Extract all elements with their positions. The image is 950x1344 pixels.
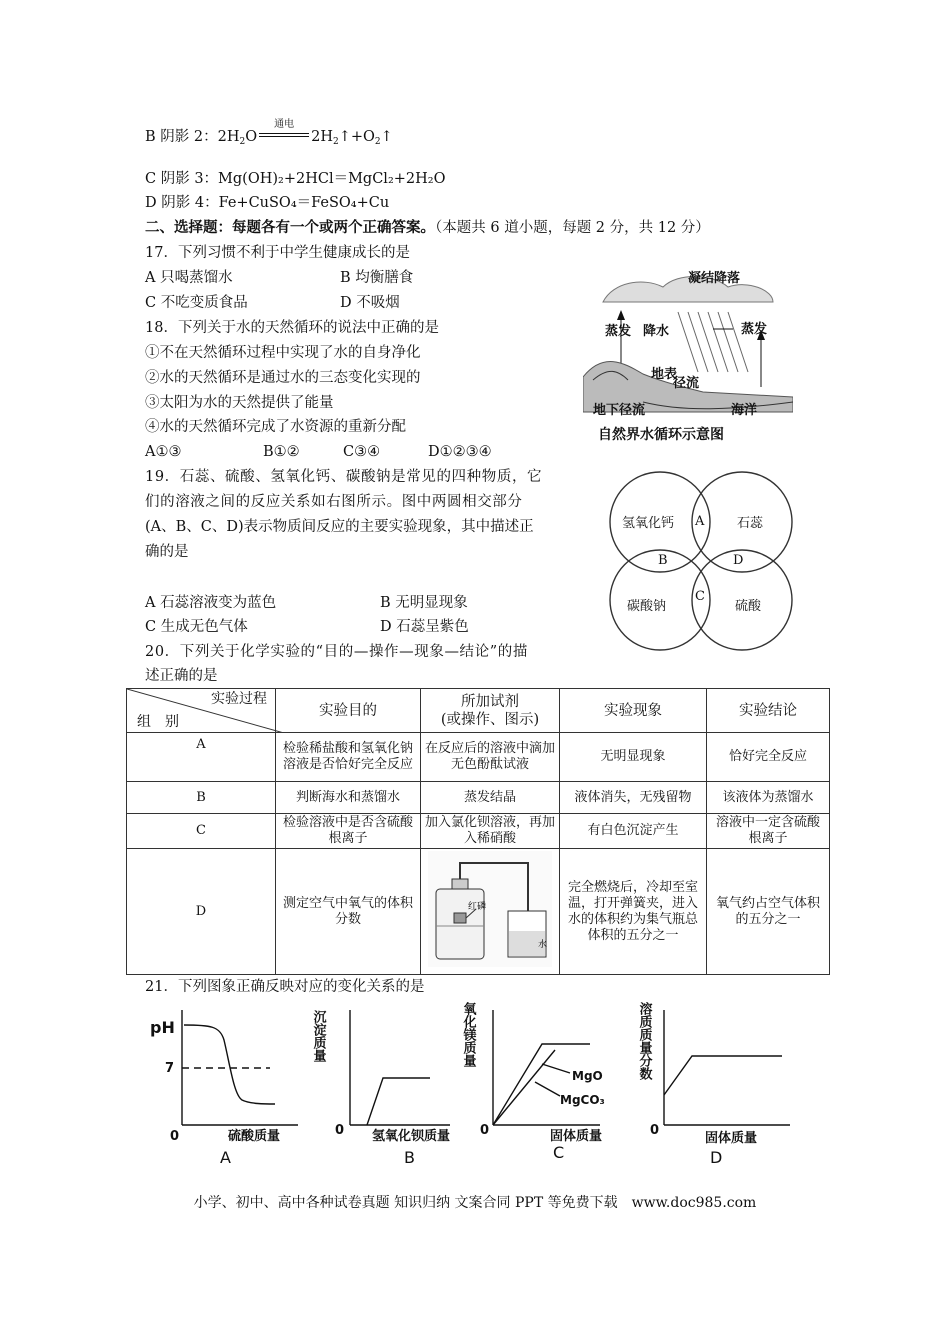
label-surface: 地表 <box>651 367 678 382</box>
page-footer: 小学、初中、高中各种试卷真题 知识归纳 文案合同 PPT 等免费下载 www.doc985.com <box>193 1195 757 1211</box>
venn-circle-sodium-carbonate: 碳酸钠 <box>627 599 667 614</box>
option-c-shadow: C 阴影 3：Mg(OH)₂+2HCl＝MgCl₂+2H₂O <box>145 171 446 187</box>
row-group: D <box>127 849 276 975</box>
venn-region-a: A <box>695 514 705 529</box>
graph-b-letter: B <box>404 1148 415 1167</box>
corner-bottom-label: 组 别 <box>137 714 179 730</box>
apparatus-label-water: 水 <box>538 940 548 950</box>
q18-option-c: C③④ <box>343 444 381 460</box>
label-rain: 降水 <box>643 324 670 339</box>
graph-d-y-label: 溶质质量分数 <box>636 1002 652 1080</box>
graph-a-letter: A <box>220 1148 231 1167</box>
table-row <box>127 814 830 849</box>
venn-circle-calcium-hydroxide: 氢氧化钙 <box>622 516 675 531</box>
q18-statement-2: ②水的天然循环是通过水的三态变化实现的 <box>145 370 421 386</box>
header-conclusion: 实验结论 <box>707 689 830 733</box>
row-observation: 完全燃烧后，冷却至室温，打开弹簧夹，进入水的体积约为集气瓶总体积的五分之一 <box>560 849 707 975</box>
q18-statement-1: ①不在天然循环过程中实现了水的自身净化 <box>145 345 421 361</box>
label-underground: 地下径流 <box>593 403 646 418</box>
apparatus-label-phosphorus: 红磷 <box>468 902 487 912</box>
b-text: B 阴影 2：2H <box>145 129 240 145</box>
q18-stem: 18．下列关于水的天然循环的说法中正确的是 <box>145 320 439 336</box>
graph-a-x-label: 硫酸质量 <box>228 1129 281 1144</box>
venn-region-b: B <box>658 553 668 568</box>
q20-line-1: 20．下列关于化学实验的“目的—操作—现象—结论”的描 <box>145 644 528 660</box>
header-observation: 实验现象 <box>560 689 707 733</box>
table-row <box>127 849 830 975</box>
row-group: C <box>127 814 276 849</box>
q17-option-b: B 均衡膳食 <box>340 270 414 286</box>
header-reagent <box>421 689 560 733</box>
row-group: B <box>127 782 276 814</box>
row-operation: 加入氯化钡溶液，再加入稀硝酸 <box>421 814 560 849</box>
q19-option-a: A 石蕊溶液变为蓝色 <box>145 595 277 611</box>
graph-c-y-label: 氧化镁质量 <box>460 1002 476 1067</box>
row-observation: 无明显现象 <box>560 733 707 782</box>
graph-b-x-label: 氢氧化钡质量 <box>372 1129 451 1144</box>
venn-region-d: D <box>733 553 744 568</box>
q18-statement-3: ③太阳为水的天然提供了能量 <box>145 395 334 411</box>
row-purpose: 检验稀盐酸和氢氧化钠溶液是否恰好完全反应 <box>276 733 421 782</box>
graph-a-y-label: pH <box>150 1018 175 1037</box>
q17-option-a: A 只喝蒸馏水 <box>145 270 233 286</box>
q17-option-d: D 不吸烟 <box>340 295 400 311</box>
q19-line-4: 确的是 <box>145 544 189 560</box>
graph-c-x-label: 固体质量 <box>550 1129 603 1144</box>
row-observation: 有白色沉淀产生 <box>560 814 707 849</box>
condition-label: 通电 <box>274 119 295 130</box>
option-b-shadow: B 阴影 2：$2H_2O$ 通电 $2H_2↑+O_2↑$ <box>145 127 393 152</box>
row-operation-apparatus <box>421 849 560 975</box>
q18-option-a: A①③ <box>145 444 182 460</box>
venn-circle-sulfuric-acid: 硫酸 <box>735 599 762 614</box>
row-conclusion: 恰好完全反应 <box>707 733 830 782</box>
label-runoff: 径流 <box>673 376 700 391</box>
graph-c-letter: C <box>553 1143 565 1162</box>
graph-a-seven: 7 <box>165 1061 175 1076</box>
graph-a-zero: 0 <box>170 1129 180 1144</box>
water-cycle-diagram <box>583 262 793 447</box>
graph-d-letter: D <box>710 1148 723 1167</box>
table-row <box>127 733 830 782</box>
q18-option-b: B①② <box>263 444 300 460</box>
q19-line-1: 19．石蕊、硫酸、氢氧化钙、碳酸钠是常见的四种物质，它 <box>145 469 543 485</box>
graph-c-zero: 0 <box>480 1123 490 1138</box>
experiment-table <box>126 688 830 975</box>
row-conclusion: 溶液中一定含硫酸根离子 <box>707 814 830 849</box>
graph-c-mgo: MgO <box>572 1069 603 1083</box>
q19-option-d: D 石蕊呈紫色 <box>380 619 469 635</box>
option-d-shadow: D 阴影 4：Fe+CuSO₄＝FeSO₄+Cu <box>145 195 390 211</box>
q17-option-c: C 不吃变质食品 <box>145 295 248 311</box>
corner-top-label: 实验过程 <box>211 691 267 707</box>
q19-line-3: (A、B、C、D)表示物质间反应的主要实验现象，其中描述正 <box>145 519 534 535</box>
q18-statement-4: ④水的天然循环完成了水资源的重新分配 <box>145 419 406 435</box>
header-reagent-line2: (或操作、图示) <box>440 711 540 728</box>
table-row <box>127 782 830 814</box>
row-purpose: 检验溶液中是否含硫酸根离子 <box>276 814 421 849</box>
q19-option-b: B 无明显现象 <box>380 595 468 611</box>
label-ocean: 海洋 <box>731 403 758 418</box>
apparatus-diagram <box>428 851 552 967</box>
graph-c-mgco3: MgCO₃ <box>560 1093 605 1107</box>
row-conclusion: 该液体为蒸馏水 <box>707 782 830 814</box>
section-heading-rest: （本题共 6 道小题，每题 2 分，共 12 分） <box>435 220 710 236</box>
row-conclusion: 氧气约占空气体积的五分之一 <box>707 849 830 975</box>
label-condense: 凝结降落 <box>688 271 741 286</box>
graph-d-x-label: 固体质量 <box>705 1131 758 1146</box>
water-cycle-caption: 自然界水循环示意图 <box>598 427 724 443</box>
q17-stem: 17．下列习惯不利于中学生健康成长的是 <box>145 245 410 261</box>
row-purpose: 测定空气中氧气的体积分数 <box>276 849 421 975</box>
q20-line-2: 述正确的是 <box>145 668 218 684</box>
table-corner-cell <box>127 689 276 733</box>
q18-option-d: D①②③④ <box>428 444 492 460</box>
row-observation: 液体消失，无残留物 <box>560 782 707 814</box>
section-heading <box>145 218 710 238</box>
graph-b-zero: 0 <box>335 1123 345 1138</box>
row-purpose: 判断海水和蒸馏水 <box>276 782 421 814</box>
graphs-row <box>150 1000 810 1168</box>
q21-stem: 21．下列图象正确反映对应的变化关系的是 <box>145 979 425 995</box>
reaction-arrow <box>259 119 309 141</box>
label-evap-right: 蒸发 <box>741 322 768 337</box>
q19-line-2: 们的溶液之间的反应关系如右图所示。图中两圆相交部分 <box>145 494 523 510</box>
header-purpose: 实验目的 <box>276 689 421 733</box>
graph-b-y-label: 沉淀质量 <box>310 1010 326 1062</box>
b-products: 2H <box>311 129 333 145</box>
row-operation: 在反应后的溶液中滴加无色酚酞试液 <box>421 733 560 782</box>
label-evap-left: 蒸发 <box>605 324 632 339</box>
q19-option-c: C 生成无色气体 <box>145 619 248 635</box>
venn-diagram <box>602 470 802 655</box>
venn-region-c: C <box>695 589 705 604</box>
section-heading-bold: 二、选择题：每题各有一个或两个正确答案。 <box>145 219 435 236</box>
row-operation: 蒸发结晶 <box>421 782 560 814</box>
graph-d-zero: 0 <box>650 1123 660 1138</box>
venn-circle-litmus: 石蕊 <box>737 516 764 531</box>
header-reagent-line1: 所加试剂 <box>461 693 519 710</box>
row-group: A <box>127 733 276 782</box>
